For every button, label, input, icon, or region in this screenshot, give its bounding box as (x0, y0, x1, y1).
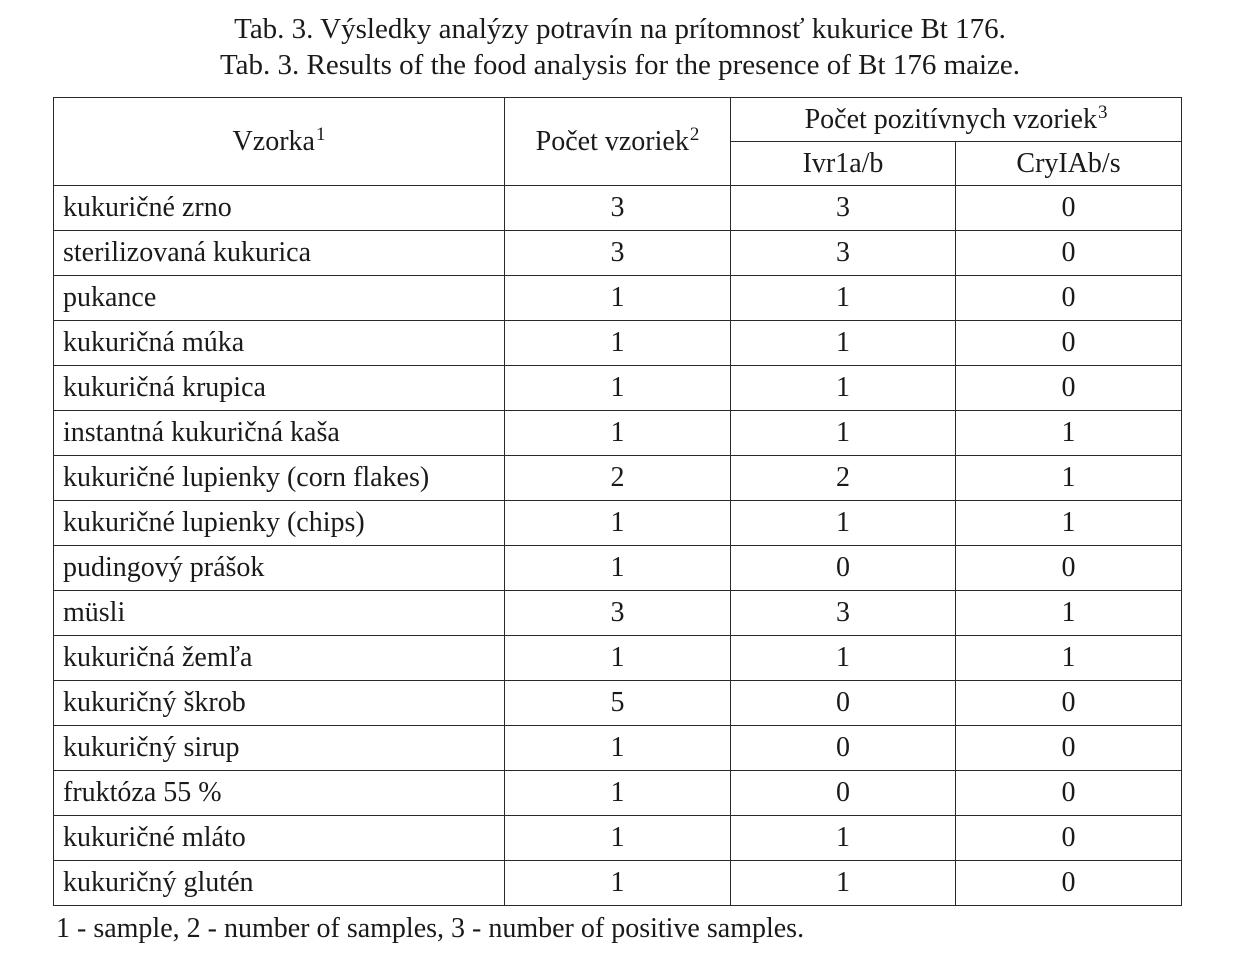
header-cryiab-s: CryIAb/s (956, 142, 1182, 186)
sample-name-cell: kukuričné zrno (54, 186, 505, 231)
table-caption-english: Tab. 3. Results of the food analysis for the presence of Bt 176 maize. (219, 49, 1021, 81)
cry-positive-cell: 0 (956, 186, 1182, 231)
header-sample-count-label: Počet vzoriek (535, 125, 689, 157)
cry-positive-cell: 1 (956, 501, 1182, 546)
sample-count-cell: 1 (505, 546, 731, 591)
header-positive-samples (731, 98, 1182, 142)
ivr-positive-cell: 3 (731, 231, 956, 276)
sample-name-cell: kukuričný glutén (54, 861, 505, 906)
sample-count-cell: 5 (505, 681, 731, 726)
sample-count-cell: 1 (505, 861, 731, 906)
ivr-positive-cell: 2 (731, 456, 956, 501)
sample-count-cell: 3 (505, 231, 731, 276)
table-row (54, 591, 1182, 636)
cry-positive-cell: 0 (956, 231, 1182, 276)
sample-count-cell: 3 (505, 591, 731, 636)
header-sample-count-footnote-ref: 2 (689, 123, 700, 145)
cry-positive-cell: 1 (956, 456, 1182, 501)
table-row (54, 411, 1182, 456)
sample-name-cell: kukuričné lupienky (corn flakes) (54, 456, 505, 501)
header-positive-samples-footnote-ref: 3 (1097, 101, 1108, 123)
ivr-positive-cell: 0 (731, 726, 956, 771)
cry-positive-cell: 1 (956, 636, 1182, 681)
sample-count-cell: 1 (505, 411, 731, 456)
sample-count-cell: 1 (505, 816, 731, 861)
sample-name-cell: kukuričné lupienky (chips) (54, 501, 505, 546)
table-row (54, 456, 1182, 501)
sample-name-cell: pukance (54, 276, 505, 321)
table-row (54, 681, 1182, 726)
sample-name-cell: fruktóza 55 % (54, 771, 505, 816)
table-row (54, 771, 1182, 816)
sample-count-cell: 1 (505, 276, 731, 321)
cry-positive-cell: 1 (956, 591, 1182, 636)
cry-positive-cell: 0 (956, 771, 1182, 816)
sample-name-cell: kukuričná múka (54, 321, 505, 366)
table-footnote: 1 - sample, 2 - number of samples, 3 - number of positive samples. (56, 913, 805, 944)
sample-name-cell: kukuričná žemľa (54, 636, 505, 681)
sample-name-cell: kukuričný škrob (54, 681, 505, 726)
table-row (54, 501, 1182, 546)
table-row (54, 366, 1182, 411)
header-positive-samples-label: Počet pozitívnych vzoriek (804, 103, 1097, 135)
ivr-positive-cell: 1 (731, 321, 956, 366)
results-table-body (54, 186, 1182, 906)
ivr-positive-cell: 1 (731, 411, 956, 456)
ivr-positive-cell: 1 (731, 501, 956, 546)
table-row (54, 861, 1182, 906)
sample-name-cell: pudingový prášok (54, 546, 505, 591)
cry-positive-cell: 0 (956, 861, 1182, 906)
header-sample (54, 98, 505, 186)
header-ivr1a-b: Ivr1a/b (731, 142, 956, 186)
table-caption-slovak: Tab. 3. Výsledky analýzy potravín na prítomnosť kukurice Bt 176. (234, 13, 1006, 45)
cry-positive-cell: 0 (956, 546, 1182, 591)
cry-positive-cell: 0 (956, 276, 1182, 321)
header-sample-label: Vzorka (232, 125, 315, 157)
ivr-positive-cell: 1 (731, 636, 956, 681)
results-table (53, 97, 1182, 906)
sample-count-cell: 1 (505, 501, 731, 546)
sample-name-cell: kukuričný sirup (54, 726, 505, 771)
ivr-positive-cell: 0 (731, 771, 956, 816)
cry-positive-cell: 0 (956, 816, 1182, 861)
sample-count-cell: 2 (505, 456, 731, 501)
table-row (54, 816, 1182, 861)
sample-count-cell: 1 (505, 636, 731, 681)
sample-name-cell: sterilizovaná kukurica (54, 231, 505, 276)
header-sample-count (505, 98, 731, 186)
sample-count-cell: 1 (505, 726, 731, 771)
ivr-positive-cell: 1 (731, 276, 956, 321)
ivr-positive-cell: 1 (731, 816, 956, 861)
sample-count-cell: 1 (505, 366, 731, 411)
sample-name-cell: kukuričná krupica (54, 366, 505, 411)
table-row (54, 231, 1182, 276)
table-row (54, 186, 1182, 231)
ivr-positive-cell: 3 (731, 186, 956, 231)
sample-count-cell: 1 (505, 321, 731, 366)
sample-name-cell: kukuričné mláto (54, 816, 505, 861)
header-sample-footnote-ref: 1 (315, 123, 326, 145)
sample-count-cell: 3 (505, 186, 731, 231)
ivr-positive-cell: 1 (731, 366, 956, 411)
cry-positive-cell: 1 (956, 411, 1182, 456)
table-row (54, 321, 1182, 366)
ivr-positive-cell: 0 (731, 546, 956, 591)
ivr-positive-cell: 0 (731, 681, 956, 726)
sample-name-cell: instantná kukuričná kaša (54, 411, 505, 456)
table-row (54, 726, 1182, 771)
cry-positive-cell: 0 (956, 366, 1182, 411)
cry-positive-cell: 0 (956, 726, 1182, 771)
table-row (54, 546, 1182, 591)
cry-positive-cell: 0 (956, 681, 1182, 726)
table-row (54, 636, 1182, 681)
ivr-positive-cell: 3 (731, 591, 956, 636)
table-row (54, 276, 1182, 321)
sample-count-cell: 1 (505, 771, 731, 816)
ivr-positive-cell: 1 (731, 861, 956, 906)
cry-positive-cell: 0 (956, 321, 1182, 366)
sample-name-cell: müsli (54, 591, 505, 636)
